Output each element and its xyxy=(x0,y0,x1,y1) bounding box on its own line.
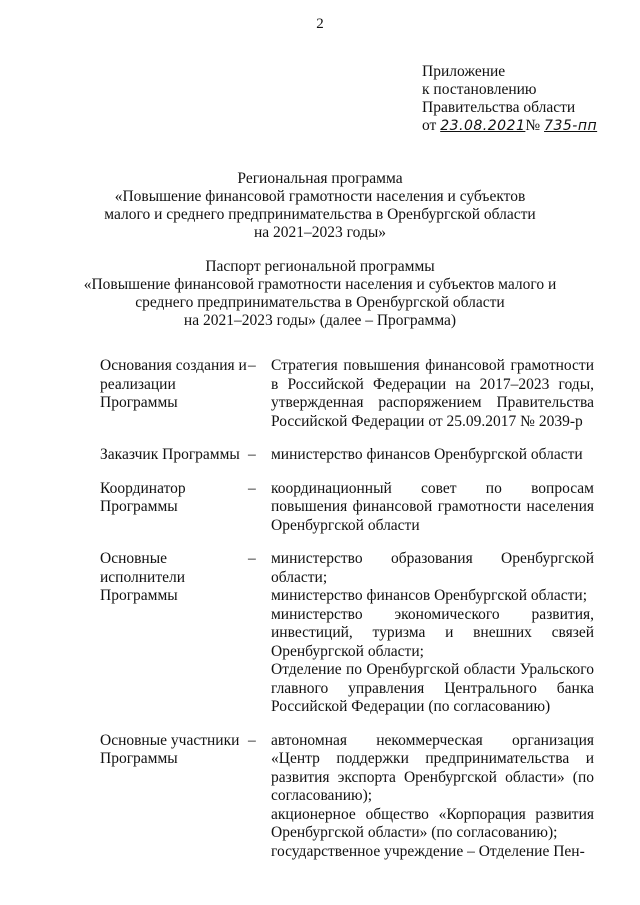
row-dash: – xyxy=(248,550,256,567)
page-number: 2 xyxy=(316,16,324,32)
row-dash: – xyxy=(248,479,256,497)
passport-title-line-2: «Повышение финансовой грамотности населения и субъектов малого и xyxy=(83,276,557,293)
row-value xyxy=(271,732,594,862)
program-title-line-3: малого и среднего предпринимательства в Оренбургской области xyxy=(104,206,536,223)
row-value xyxy=(271,357,594,431)
row-paragraph: Стратегия повышения финансовой грамотности в Российской Федерации на 2017–2023 годы, утвержденная распоряжением Правительства Российской Федерации от 25.09.2017 № 2039-р xyxy=(271,357,594,430)
program-title-line-1: Региональная программа xyxy=(237,170,403,187)
row-paragraph: министерство образования Оренбургской области; xyxy=(271,550,594,586)
row-paragraph: координационный совет по вопросам повышения финансовой грамотности населения Оренбургской области xyxy=(271,479,594,534)
row-paragraph: Отделение по Оренбургской области Уральского главного управления Центрального банка Российской Федерации (по согласованию) xyxy=(271,661,594,715)
row-dash: – xyxy=(248,731,256,749)
program-title xyxy=(0,170,640,242)
row-paragraph: министерство экономического развития, инвестиций, туризма и внешних связей Оренбургской области; xyxy=(271,605,594,660)
row-label: Основные участники Программы xyxy=(100,731,240,767)
passport-table xyxy=(100,357,594,876)
appendix-date-line xyxy=(422,117,597,135)
row-dash: – xyxy=(248,357,256,374)
row-value xyxy=(271,550,594,717)
row-value xyxy=(271,446,594,465)
passport-title-line-3: среднего предпринимательства в Оренбургской области xyxy=(135,294,505,311)
passport-row-basis xyxy=(100,357,594,431)
row-paragraph: министерство финансов Оренбургской области xyxy=(271,446,583,463)
passport-title-line-4: на 2021–2023 годы» (далее – Программа) xyxy=(183,312,457,329)
row-dash: – xyxy=(248,446,256,463)
passport-row-participants xyxy=(100,732,594,862)
appendix-line-2: к постановлению xyxy=(422,81,537,98)
appendix-block xyxy=(422,63,597,135)
passport-row-coordinator xyxy=(100,480,594,536)
handwritten-number: 735-пп xyxy=(544,118,598,134)
row-label: Заказчик Программы xyxy=(100,446,240,463)
row-label: Основания создания и реализации Программы xyxy=(100,357,247,411)
row-paragraph: министерство финансов Оренбургской области; xyxy=(271,587,588,604)
program-title-line-2: «Повышение финансовой грамотности населения и субъектов xyxy=(114,188,526,205)
row-paragraph: акционерное общество «Корпорация развития Оренбургской области» (по согласованию); xyxy=(271,805,594,841)
row-label: Основные исполнители Программы xyxy=(100,550,186,604)
passport-row-executors xyxy=(100,550,594,717)
appendix-line-3: Правительства области xyxy=(422,99,576,116)
row-paragraph: автономная некоммерческая организация «Центр поддержки предпринимательства и развития экспорта Оренбургской области» (по согласованию); xyxy=(271,731,594,804)
program-title-line-4: на 2021–2023 годы» xyxy=(254,224,386,241)
date-prefix: от xyxy=(422,117,437,134)
appendix-line-1: Приложение xyxy=(422,63,506,80)
row-label: Координатор Программы xyxy=(100,479,186,515)
handwritten-date: 23.08.2021 xyxy=(440,118,526,134)
row-value xyxy=(271,480,594,536)
number-prefix: № xyxy=(525,117,541,134)
passport-title xyxy=(0,258,640,330)
row-paragraph: государственное учреждение – Отделение Пен- xyxy=(271,842,585,860)
passport-row-customer xyxy=(100,446,594,465)
passport-title-line-1: Паспорт региональной программы xyxy=(205,258,435,275)
